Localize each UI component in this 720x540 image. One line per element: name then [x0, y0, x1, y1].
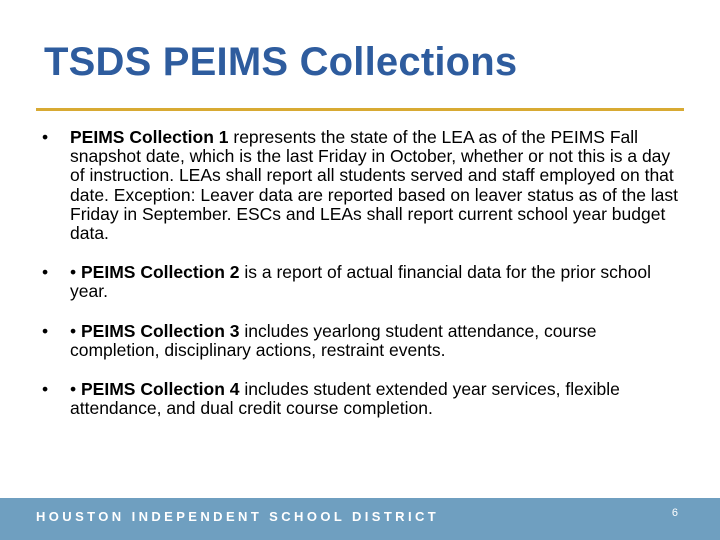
- bullet-item-collection-3: [30, 322, 680, 360]
- bullet-item-collection-2: [30, 263, 680, 301]
- bullet-heading: PEIMS Collection 4: [81, 379, 240, 400]
- bullet-heading: PEIMS Collection 2: [81, 262, 240, 283]
- bullet-inline-marker: •: [70, 379, 81, 400]
- bullet-list: [30, 128, 680, 438]
- bullet-item-collection-1: [30, 128, 680, 243]
- bullet-item-collection-4: [30, 380, 680, 418]
- page-number: 6: [671, 507, 678, 519]
- slide-title: TSDS PEIMS Collections: [44, 40, 518, 84]
- bullet-marker: •: [42, 379, 49, 400]
- bullet-inline-marker: •: [70, 262, 81, 283]
- bullet-inline-marker: •: [70, 320, 81, 341]
- bullet-marker: •: [42, 320, 49, 341]
- bullet-text: includes yearlong student attendance, course completion, disciplinary actions, restraint events.: [70, 320, 597, 360]
- bullet-text: includes student extended year services, flexible attendance, and dual credit course completion.: [70, 379, 620, 419]
- title-divider: [36, 108, 684, 111]
- bullet-text: is a report of actual financial data for the prior school year.: [70, 262, 651, 302]
- bullet-heading: PEIMS Collection 1: [70, 127, 229, 147]
- bullet-text: represents the state of the LEA as of the PEIMS Fall snapshot date, which is the last Friday in October, whether or not this is a day of instruction. LEAs shall report all students served and staff employed on that date. Exception: Leaver data are reported based on leaver status as of the last Friday in September. ESCs and LEAs shall report current school year budget data.: [70, 127, 679, 244]
- bullet-heading: PEIMS Collection 3: [81, 320, 240, 341]
- bullet-marker: •: [42, 127, 49, 147]
- footer-bar: [0, 498, 720, 540]
- footer-organization: HOUSTON INDEPENDENT SCHOOL DISTRICT: [36, 509, 440, 524]
- bullet-marker: •: [42, 262, 49, 283]
